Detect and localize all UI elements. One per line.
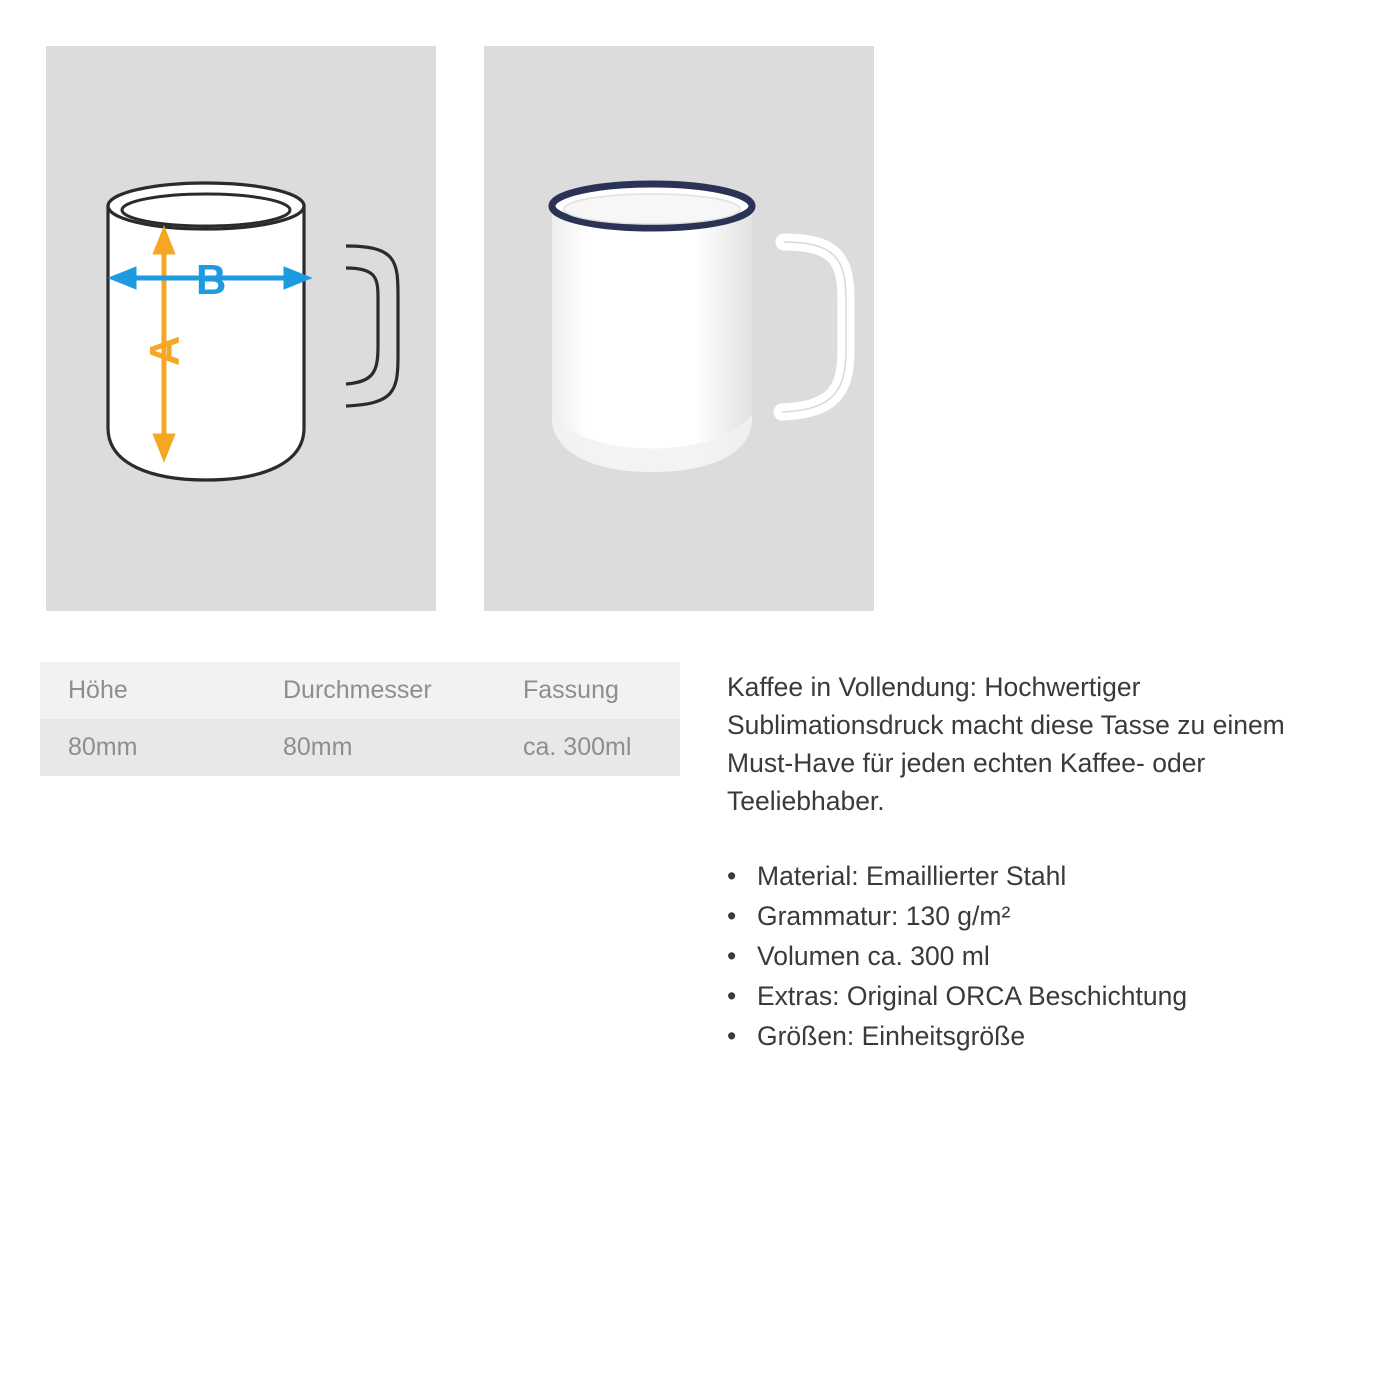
list-item [727,936,1349,976]
column-header-height: Höhe [68,676,128,704]
bullet-icon: • [727,1021,737,1051]
bullet-icon: • [727,941,737,971]
list-item-label: Volumen ca. 300 ml [757,941,990,971]
list-item [727,856,1349,896]
list-item [727,1016,1349,1056]
list-item-label: Grammatur: 130 g/m² [757,901,1011,931]
specs-table [40,662,680,776]
list-item-label: Größen: Einheitsgröße [757,1021,1026,1051]
list-item [727,976,1349,1016]
list-item-label: Material: Emaillierter Stahl [757,861,1067,891]
product-description [727,668,1349,1056]
bullet-icon: • [727,901,737,931]
mug-photo-panel [484,46,874,611]
cell-capacity: ca. 300ml [523,733,632,761]
cell-diameter: 80mm [283,733,353,761]
product-image-panels [46,46,874,611]
dimension-label-height: A [141,335,188,366]
column-header-diameter: Durchmesser [283,676,432,704]
description-intro: Kaffee in Vollendung: Hochwertiger Sublimationsdruck macht diese Tasse zu einem Must-Have für jeden echten Kaffee- oder Teeliebhaber. [727,672,1285,816]
bullet-icon: • [727,981,737,1011]
list-item [727,896,1349,936]
list-item-label: Extras: Original ORCA Beschichtung [757,981,1188,1011]
bullet-icon: • [727,861,737,891]
feature-list [727,856,1349,1056]
dimension-label-diameter: B [196,256,227,303]
table-row [40,719,680,776]
table-header-row [40,662,680,719]
column-header-capacity: Fassung [523,676,619,704]
mug-dimensions-panel [46,46,436,611]
cell-height: 80mm [68,733,138,761]
